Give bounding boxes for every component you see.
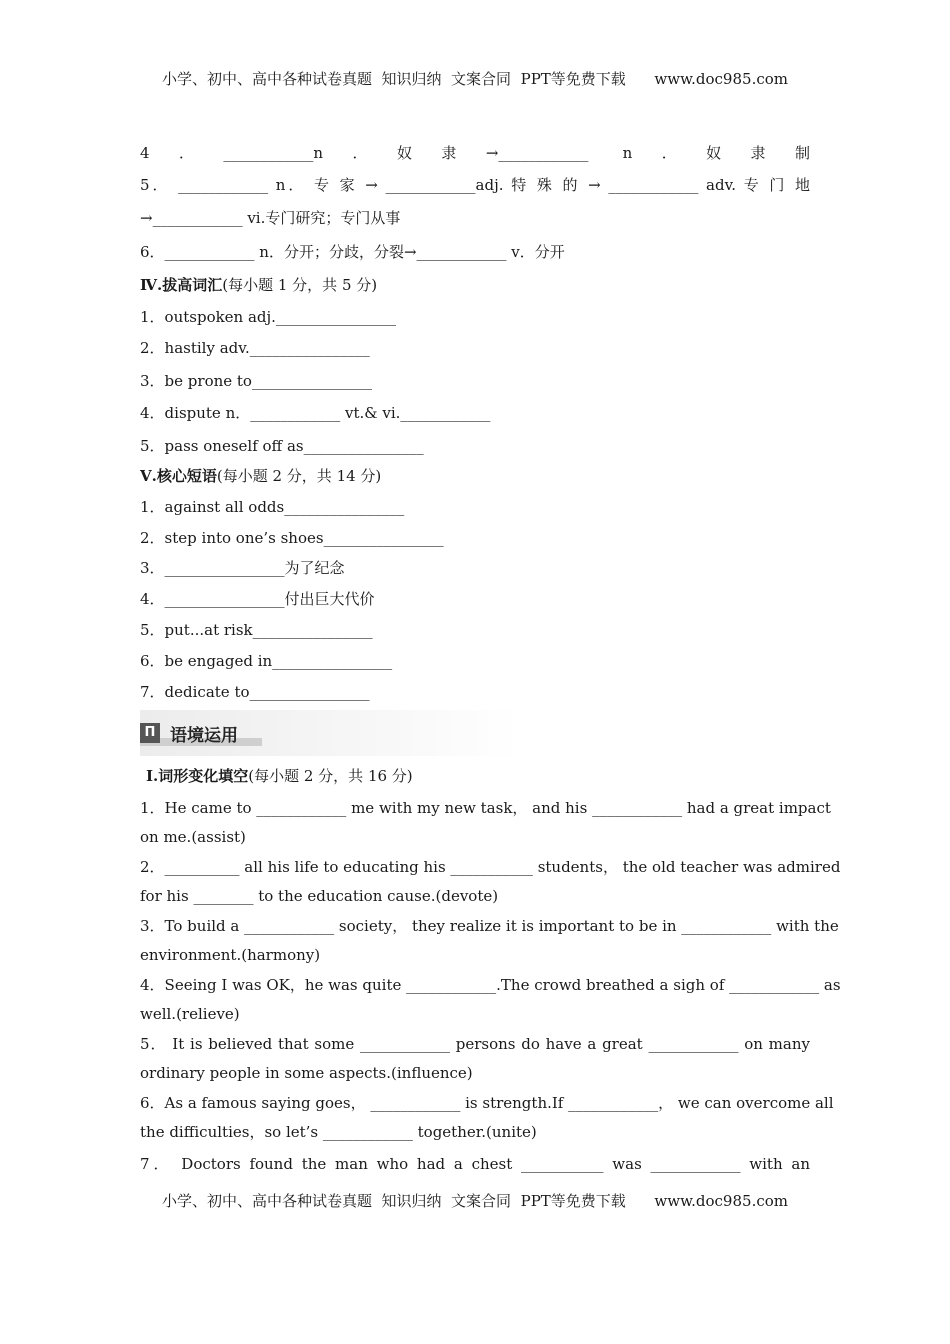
exercise-line: 3．To build a ____________ society， they realize it is important to be in ____________ with the <box>140 917 839 935</box>
section-iv-item: 5．pass oneself off as________________ <box>140 437 424 455</box>
section-v-heading <box>140 466 810 486</box>
section-ribbon-title: 语境运用 <box>170 726 238 746</box>
exercise-line: ordinary people in some aspects.(influence) <box>140 1064 473 1082</box>
exercise-line: 7． Doctors found the man who had a chest ___________ was ____________ with an <box>140 1155 810 1173</box>
section-v-item: 4．________________付出巨大代价 <box>140 590 375 608</box>
section-iv-title: Ⅳ.拔高词汇 <box>140 276 223 294</box>
exercise-line: well.(relieve) <box>140 1005 240 1023</box>
page-footer: 小学、初中、高中各种试卷真题 知识归纳 文案合同 PPT等免费下载 www.doc985.com <box>161 1192 788 1210</box>
section-i-title: Ⅰ.词形变化填空 <box>146 767 249 785</box>
exercise-line: 2．__________ all his life to educating his ___________ students， the old teacher was admired <box>140 858 841 876</box>
vocab-line-6: 6．____________ n．分开；分歧，分裂→____________ v．分开 <box>140 243 565 261</box>
vocab-line-4: 4．____________n．奴隶→____________ n．奴隶制 <box>140 144 810 162</box>
exercise-line: on me.(assist) <box>140 828 246 846</box>
exercise-line: 4．Seeing I was OK，he was quite ____________.The crowd breathed a sigh of ____________ as <box>140 976 841 994</box>
exercise-line: environment.(harmony) <box>140 946 321 964</box>
section-iv-item: 2．hastily adv.________________ <box>140 339 370 357</box>
section-v-item: 6．be engaged in________________ <box>140 652 393 670</box>
section-i-heading <box>146 766 816 786</box>
section-v-item: 3．________________为了纪念 <box>140 559 345 577</box>
section-iv-item: 4．dispute n．____________ vt.& vi.____________ <box>140 404 491 422</box>
section-iv-heading <box>140 275 810 295</box>
exercise-line: 5． It is believed that some ____________ persons do have a great ____________ on many <box>140 1035 810 1053</box>
vocab-line-5: 5． ____________ n． 专 家 → ____________adj. 特 殊 的 → ____________ adv. 专 门 地 <box>140 176 810 194</box>
section-v-score: (每小题 2 分，共 14 分) <box>216 467 382 485</box>
section-iv-item: 3．be prone to________________ <box>140 372 372 390</box>
section-v-item: 2．step into one’s shoes________________ <box>140 529 444 547</box>
section-i-score: (每小题 2 分，共 16 分) <box>248 767 413 785</box>
vocab-line-5-cont: →____________ vi.专门研究；专门从事 <box>140 209 401 227</box>
section-iv-item: 1．outspoken adj.________________ <box>140 308 396 326</box>
section-iv-score: (每小题 1 分，共 5 分) <box>222 276 378 294</box>
page-header: 小学、初中、高中各种试卷真题 知识归纳 文案合同 PPT等免费下载 www.doc985.com <box>161 70 788 88</box>
exercise-line: for his ________ to the education cause.(devote) <box>140 887 499 905</box>
exercise-line: 6．As a famous saying goes， ____________ is strength.If ____________， we can overcome all <box>140 1094 834 1112</box>
exercise-line: the difficulties，so let’s ____________ together.(unite) <box>140 1123 537 1141</box>
section-v-item: 7．dedicate to________________ <box>140 683 370 701</box>
exercise-line: 1．He came to ____________ me with my new task， and his ____________ had a great impact <box>140 799 831 817</box>
section-marker-icon: П <box>140 723 160 743</box>
section-v-item: 1．against all odds________________ <box>140 498 405 516</box>
section-v-item: 5．put...at risk________________ <box>140 621 373 639</box>
section-v-title: Ⅴ.核心短语 <box>140 467 217 485</box>
